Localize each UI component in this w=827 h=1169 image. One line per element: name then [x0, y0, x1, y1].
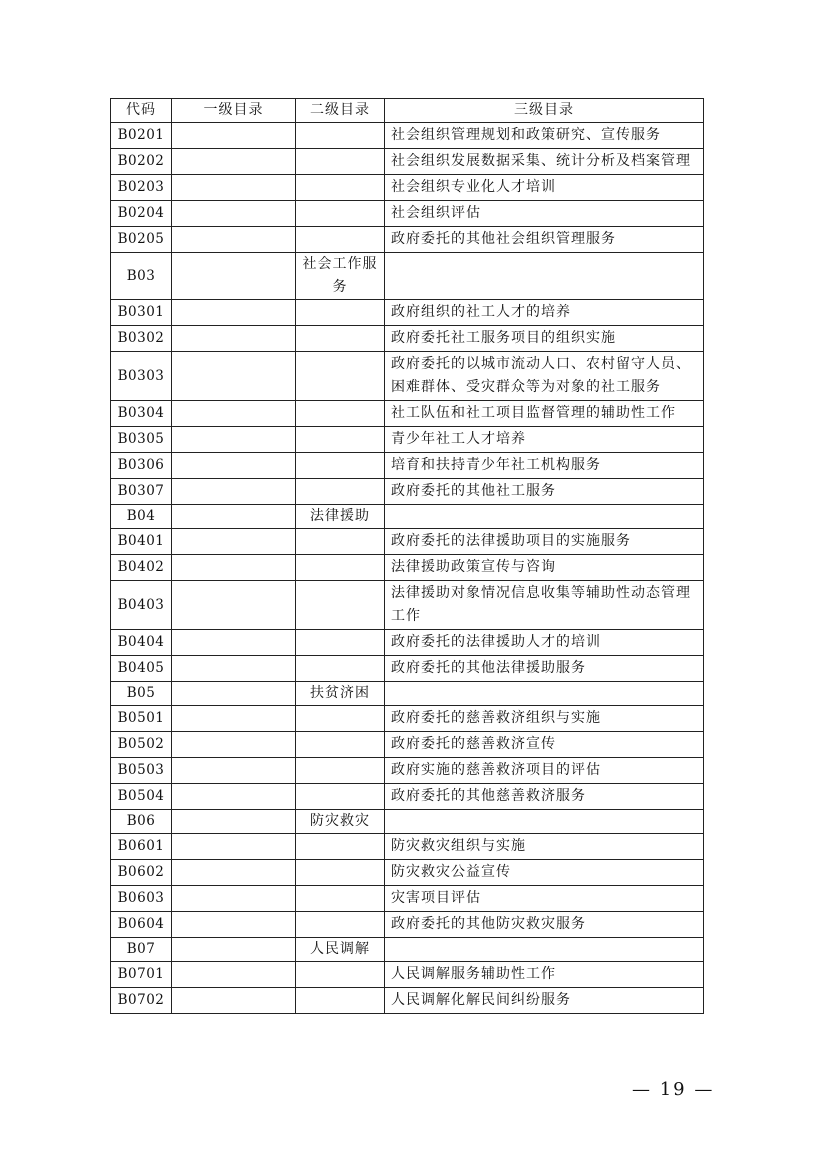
table-row	[111, 227, 704, 253]
cell-code: B0701	[111, 962, 172, 988]
cell-level1	[172, 479, 296, 505]
page-number: — 19 —	[632, 1079, 715, 1100]
table-row	[111, 453, 704, 479]
cell-code: B0402	[111, 555, 172, 581]
cell-level1	[172, 962, 296, 988]
cell-code: B0303	[111, 352, 172, 401]
cell-code: B0306	[111, 453, 172, 479]
cell-level3: 政府组织的社工人才的培养	[385, 300, 704, 326]
table-row	[111, 784, 704, 810]
cell-level1	[172, 529, 296, 555]
cell-level1	[172, 810, 296, 834]
cell-level1	[172, 453, 296, 479]
cell-level1	[172, 886, 296, 912]
table-row	[111, 682, 704, 706]
table-row	[111, 505, 704, 529]
cell-level2	[296, 529, 385, 555]
cell-code: B0702	[111, 988, 172, 1014]
table-row	[111, 834, 704, 860]
cell-level3: 灾害项目评估	[385, 886, 704, 912]
cell-level3: 政府委托的慈善救济组织与实施	[385, 706, 704, 732]
cell-level3: 防灾救灾组织与实施	[385, 834, 704, 860]
cell-code: B0502	[111, 732, 172, 758]
service-catalog-table	[110, 98, 704, 1014]
cell-code: B0201	[111, 123, 172, 149]
cell-level2	[296, 962, 385, 988]
cell-level2	[296, 401, 385, 427]
cell-level1	[172, 555, 296, 581]
cell-level2	[296, 912, 385, 938]
cell-level3: 社工队伍和社工项目监督管理的辅助性工作	[385, 401, 704, 427]
cell-level3	[385, 810, 704, 834]
cell-level1	[172, 732, 296, 758]
table-row	[111, 912, 704, 938]
cell-level1	[172, 860, 296, 886]
cell-level2	[296, 758, 385, 784]
cell-level3: 政府委托的法律援助人才的培训	[385, 630, 704, 656]
cell-level3: 青少年社工人才培养	[385, 427, 704, 453]
cell-level2	[296, 784, 385, 810]
cell-level1	[172, 326, 296, 352]
cell-level3: 社会组织评估	[385, 201, 704, 227]
cell-level2	[296, 300, 385, 326]
cell-level2	[296, 352, 385, 401]
table-row	[111, 123, 704, 149]
cell-level1	[172, 630, 296, 656]
cell-level2	[296, 706, 385, 732]
cell-level3: 政府委托的其他社工服务	[385, 479, 704, 505]
cell-code: B0304	[111, 401, 172, 427]
cell-code: B0302	[111, 326, 172, 352]
cell-level3: 人民调解化解民间纠纷服务	[385, 988, 704, 1014]
cell-level2	[296, 988, 385, 1014]
cell-level1	[172, 123, 296, 149]
cell-level1	[172, 682, 296, 706]
table-row	[111, 758, 704, 784]
cell-level3: 法律援助对象情况信息收集等辅助性动态管理工作	[385, 581, 704, 630]
cell-level1	[172, 253, 296, 300]
table-row	[111, 401, 704, 427]
cell-code: B0301	[111, 300, 172, 326]
cell-level3: 政府委托的以城市流动人口、农村留守人员、困难群体、受灾群众等为对象的社工服务	[385, 352, 704, 401]
cell-level3: 法律援助政策宣传与咨询	[385, 555, 704, 581]
cell-code: B06	[111, 810, 172, 834]
cell-code: B0404	[111, 630, 172, 656]
cell-level2	[296, 732, 385, 758]
cell-level3: 政府委托的其他慈善救济服务	[385, 784, 704, 810]
cell-level3: 政府实施的慈善救济项目的评估	[385, 758, 704, 784]
cell-level3: 防灾救灾公益宣传	[385, 860, 704, 886]
cell-code: B0602	[111, 860, 172, 886]
cell-level1	[172, 938, 296, 962]
cell-code: B0203	[111, 175, 172, 201]
cell-level3: 政府委托的慈善救济宣传	[385, 732, 704, 758]
cell-code: B0503	[111, 758, 172, 784]
cell-code: B0601	[111, 834, 172, 860]
cell-level2	[296, 123, 385, 149]
table-header	[111, 99, 704, 123]
table-row	[111, 656, 704, 682]
cell-level1	[172, 175, 296, 201]
cell-level2: 法律援助	[296, 505, 385, 529]
table-row	[111, 300, 704, 326]
cell-level2	[296, 427, 385, 453]
table-row	[111, 149, 704, 175]
table-row	[111, 529, 704, 555]
table-row	[111, 938, 704, 962]
cell-code: B0401	[111, 529, 172, 555]
cell-code: B0205	[111, 227, 172, 253]
header-level2: 二级目录	[296, 99, 385, 123]
cell-level1	[172, 581, 296, 630]
cell-level1	[172, 149, 296, 175]
cell-code: B0204	[111, 201, 172, 227]
cell-level2: 社会工作服务	[296, 253, 385, 300]
cell-level1	[172, 505, 296, 529]
cell-level2	[296, 453, 385, 479]
cell-code: B0307	[111, 479, 172, 505]
cell-level1	[172, 656, 296, 682]
cell-level3: 政府委托的其他社会组织管理服务	[385, 227, 704, 253]
cell-code: B04	[111, 505, 172, 529]
cell-level1	[172, 352, 296, 401]
cell-level1	[172, 427, 296, 453]
cell-level3: 社会组织管理规划和政策研究、宣传服务	[385, 123, 704, 149]
table-row	[111, 988, 704, 1014]
table-row	[111, 706, 704, 732]
cell-level2	[296, 555, 385, 581]
cell-code: B0603	[111, 886, 172, 912]
cell-level2	[296, 886, 385, 912]
cell-level3: 政府委托社工服务项目的组织实施	[385, 326, 704, 352]
cell-level1	[172, 758, 296, 784]
cell-code: B0504	[111, 784, 172, 810]
table-row	[111, 630, 704, 656]
cell-code: B03	[111, 253, 172, 300]
cell-level2	[296, 326, 385, 352]
table-row	[111, 581, 704, 630]
cell-level3	[385, 938, 704, 962]
table-row	[111, 352, 704, 401]
cell-level2: 防灾救灾	[296, 810, 385, 834]
header-row	[111, 99, 704, 123]
header-code: 代码	[111, 99, 172, 123]
table-row	[111, 886, 704, 912]
cell-level2	[296, 581, 385, 630]
cell-level1	[172, 201, 296, 227]
cell-level2	[296, 227, 385, 253]
table-row	[111, 555, 704, 581]
cell-level1	[172, 401, 296, 427]
cell-code: B0202	[111, 149, 172, 175]
cell-level1	[172, 912, 296, 938]
table-row	[111, 175, 704, 201]
cell-level2: 人民调解	[296, 938, 385, 962]
cell-level1	[172, 784, 296, 810]
table-row	[111, 253, 704, 300]
cell-level3: 培育和扶持青少年社工机构服务	[385, 453, 704, 479]
cell-level1	[172, 706, 296, 732]
cell-level2	[296, 201, 385, 227]
cell-level3: 政府委托的其他法律援助服务	[385, 656, 704, 682]
table-row	[111, 962, 704, 988]
cell-level2	[296, 834, 385, 860]
cell-level2	[296, 860, 385, 886]
cell-code: B0604	[111, 912, 172, 938]
cell-code: B05	[111, 682, 172, 706]
cell-level2	[296, 149, 385, 175]
cell-level1	[172, 300, 296, 326]
cell-code: B0501	[111, 706, 172, 732]
header-level1: 一级目录	[172, 99, 296, 123]
header-level3: 三级目录	[385, 99, 704, 123]
cell-level3: 人民调解服务辅助性工作	[385, 962, 704, 988]
table-row	[111, 326, 704, 352]
table-row	[111, 479, 704, 505]
cell-level1	[172, 988, 296, 1014]
cell-level3	[385, 682, 704, 706]
cell-level1	[172, 227, 296, 253]
cell-level2: 扶贫济困	[296, 682, 385, 706]
cell-code: B0305	[111, 427, 172, 453]
table-body	[111, 123, 704, 1014]
table-row	[111, 201, 704, 227]
cell-code: B0405	[111, 656, 172, 682]
cell-level2	[296, 479, 385, 505]
cell-code: B0403	[111, 581, 172, 630]
cell-level3: 政府委托的法律援助项目的实施服务	[385, 529, 704, 555]
cell-level3	[385, 505, 704, 529]
table-row	[111, 427, 704, 453]
cell-code: B07	[111, 938, 172, 962]
cell-level2	[296, 175, 385, 201]
cell-level3: 社会组织发展数据采集、统计分析及档案管理	[385, 149, 704, 175]
table-row	[111, 860, 704, 886]
table-row	[111, 732, 704, 758]
cell-level3: 社会组织专业化人才培训	[385, 175, 704, 201]
cell-level3	[385, 253, 704, 300]
cell-level2	[296, 630, 385, 656]
table-row	[111, 810, 704, 834]
cell-level3: 政府委托的其他防灾救灾服务	[385, 912, 704, 938]
cell-level1	[172, 834, 296, 860]
cell-level2	[296, 656, 385, 682]
